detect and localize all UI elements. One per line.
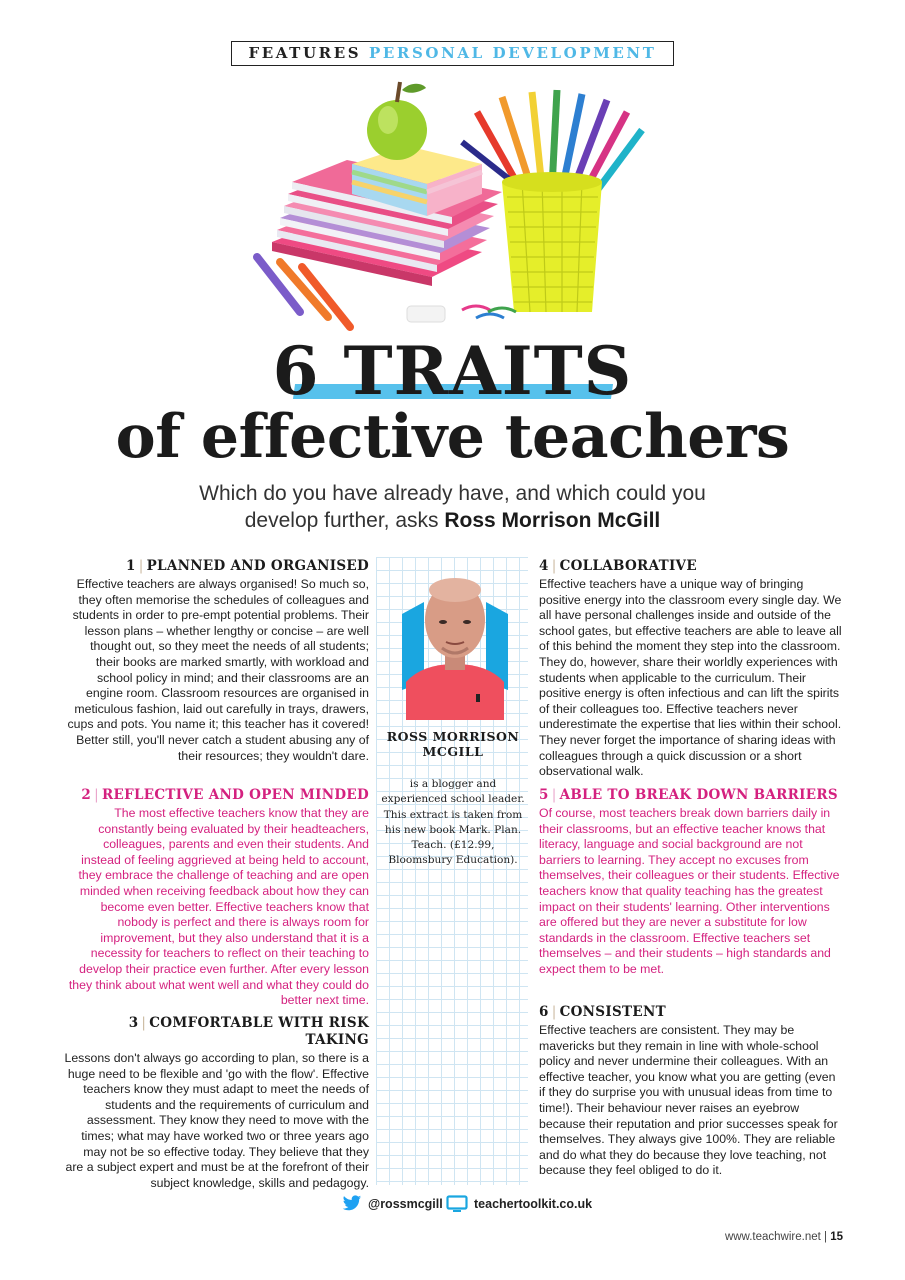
trait-2-heading: 2 | REFLECTIVE AND OPEN MINDED — [81, 787, 369, 803]
standfirst — [0, 480, 905, 534]
bio-text: is a blogger and experienced school leader. This extract is taken from his new book Mark. Plan. Teach. (£12.99, Bloomsbury Education). — [381, 778, 525, 867]
trait-4 — [539, 558, 844, 780]
section-kicker — [231, 41, 674, 66]
author-portrait — [402, 572, 508, 720]
trait-5-heading: 5 | ABLE TO BREAK DOWN BARRIERS — [539, 787, 838, 803]
trait-6-heading: 6 | CONSISTENT — [539, 1004, 666, 1020]
trait-4-body: Effective teachers have a unique way of bringing positive energy into the classroom every single day. We all have personal challenges inside and outside of the school gates, but effective teachers are able to leave all of this behind the moment they step into the classroom. They do, however, share their worldly experiences with students when applicable to the curriculum. Their positive energy is often infectious and can lift the spirits of their colleagues too. Effective teachers never underestimate the expertise that lies within their school. They never forget the importance of sharing ideas with colleagues through a quick discussion or a short observational walk. — [539, 577, 842, 779]
page-number: 15 — [830, 1231, 843, 1243]
trait-3-heading: 3 | COMFORTABLE WITH RISK TAKING — [128, 1015, 369, 1048]
trait-3 — [64, 1015, 369, 1191]
footer-social — [0, 1195, 905, 1219]
twitter-handle: @rossmcgill — [368, 1196, 443, 1211]
author-name: Ross Morrison McGill — [444, 509, 661, 532]
trait-1-heading: 1 | PLANNED AND ORGANISED — [126, 558, 369, 574]
website-link[interactable] — [446, 1195, 592, 1212]
trait-2-body: The most effective teachers know that they are constantly being evaluated by their headteachers, colleagues, parents and even their students. And instead of feeling aggrieved at being held to account, they embrace the challenge of teaching and are open minded when receiving feedback about how they can become even better. Effective teachers know that nobody is perfect and there is always room for improvement, but they also understand that it is a necessity for teachers to reflect on their teaching to develop their practice even further. After every lesson they think about what went well and what they could do better next time. — [68, 806, 369, 1008]
monitor-icon — [446, 1195, 468, 1212]
standfirst-line-2: develop further, asks — [244, 509, 445, 532]
trait-1-body: Effective teachers are always organised! So much so, they often memorise the schedules of colleagues and students in order to pre-empt potential problems. Their lesson plans – whether lengthy or concise – are well thought out, so they meet the needs of all students; their books are marked smartly, with workload and school policy in mind; and their classrooms are an engine room. Classroom resources are organised in meticulous fashion, laid out carefully in trays, drawers, cups and pots. You name it; this teacher has it covered! Better still, you'll never catch a student abusing any of their resources; they wouldn't dare. — [67, 577, 369, 763]
headline-line-1: 6 TRAITS — [272, 332, 633, 410]
kicker-section: FEATURES — [248, 44, 362, 62]
standfirst-line-1: Which do you have already have, and which could you — [199, 482, 706, 505]
twitter-icon — [342, 1195, 362, 1212]
site-url: www.teachwire.net — [724, 1231, 821, 1243]
kicker-topic: PERSONAL DEVELOPMENT — [369, 44, 657, 62]
website-url: teachertoolkit.co.uk — [474, 1196, 593, 1211]
page-folio: www.teachwire.net | 15 — [724, 1231, 843, 1243]
headline-line-2: of effective teachers — [115, 402, 790, 472]
twitter-link[interactable] — [342, 1195, 443, 1212]
trait-6 — [539, 1004, 844, 1179]
trait-6-body: Effective teachers are consistent. They may be mavericks but they remain in line with whole-school policy and never undermine their colleagues. With an effective teacher, you know what you are getting (even if they do surprise you with unusual ideas from time to time!). Their behaviour never raises an eyebrow because their reputation and prior successes speak for themselves. They always give 100%. They are reliable and do what they do because they love teaching, not because they feel obliged to do it. — [539, 1023, 838, 1178]
trait-4-heading: 4 | COLLABORATIVE — [539, 558, 697, 574]
trait-3-body: Lessons don't always go according to plan, so there is a huge need to be flexible and 'go with the flow'. Effective teachers know they must adapt to meet the needs of students and the requirements of curriculum and assessment. They know they need to move with the times; what may have worked two or three years ago may not be so effective today. They believe that they are a subject expert and must be at the forefront of their subject knowledge, skills and pedagogy. — [64, 1051, 369, 1190]
bio-name: ROSS MORRISON MCGILL — [386, 729, 520, 759]
trait-5-body: Of course, most teachers break down barriers daily in their classrooms, but an effective teacher knows that literacy, language and social background are not barriers to learning. They accept no excuses from themselves, their colleagues or their students. Effective teachers know that quality teaching has the greatest impact on their students' learning. Other interventions are offered but they are never a substitute for low standards in the classroom. Effective teachers set themselves – and their students – high standards and expect them to be met. — [539, 806, 840, 976]
trait-1 — [64, 558, 369, 764]
trait-2 — [64, 787, 369, 1009]
trait-5 — [539, 787, 844, 978]
hero-illustration — [232, 72, 692, 334]
apple-icon — [367, 82, 427, 160]
pencil-cup-icon — [462, 90, 642, 312]
